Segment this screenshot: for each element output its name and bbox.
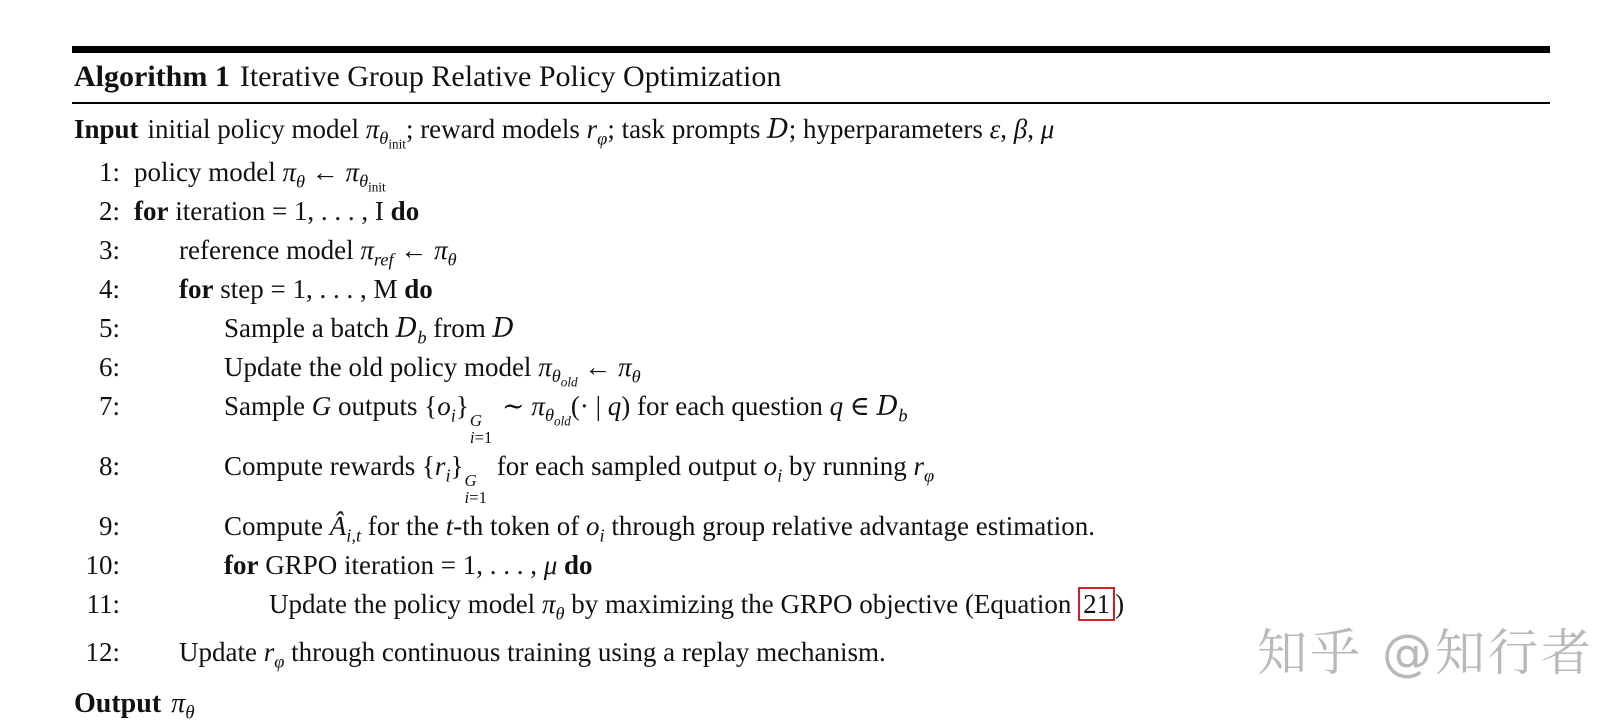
line-content: Compute $Â_{i,t}$ for the t-th token of $o_i$ through group relative advantage estimation. bbox=[224, 511, 1095, 546]
line-number: 1: bbox=[98, 157, 120, 187]
algorithm-label: Algorithm 1 bbox=[74, 60, 230, 93]
algorithm-input-line bbox=[72, 104, 1550, 153]
line-number: 10: bbox=[85, 550, 120, 580]
line-number: 7: bbox=[98, 391, 120, 421]
algorithm-line bbox=[72, 546, 1550, 585]
line-content: for iteration = 1, . . . , I do bbox=[134, 196, 420, 226]
line-content: Sample a batch $D_b$ from D bbox=[224, 313, 515, 348]
algorithm-line bbox=[72, 270, 1550, 309]
line-number: 9: bbox=[98, 511, 120, 541]
equation-ref-21[interactable]: 21 bbox=[1078, 587, 1115, 621]
line-number: 2: bbox=[98, 196, 120, 226]
line-content: policy model $\pi_\theta$ ← $\pi_{\theta_{init}}$ bbox=[134, 157, 386, 196]
line-number: 5: bbox=[98, 313, 120, 343]
line-number: 4: bbox=[98, 274, 120, 304]
line-number: 6: bbox=[98, 352, 120, 382]
line-content: Update $r_\varphi$ through continuous training using a replay mechanism. bbox=[179, 637, 886, 672]
line-content: Compute rewards $\{r_i\}$ G i=1 for each sampled output $o_i$ by running $r_\varphi$ bbox=[224, 451, 935, 508]
input-label: Input bbox=[74, 114, 139, 144]
algorithm-line bbox=[72, 153, 1550, 196]
line-content: reference model $\pi_{ref}$ ← $\pi_\theta$ bbox=[179, 235, 457, 270]
input-content: initial policy model $\pi_{\theta_{init}}$; reward models $r_\varphi$; task prompts D; hyperparameters ε, β, μ bbox=[147, 114, 1055, 153]
line-number: 3: bbox=[98, 235, 120, 265]
algorithm-title bbox=[72, 53, 1550, 102]
line-content: Update the old policy model $\pi_{\theta_{old}}$ ← $\pi_\theta$ bbox=[224, 352, 641, 391]
algorithm-line bbox=[72, 192, 1550, 231]
line-content: for step = 1, . . . , M do bbox=[179, 274, 433, 304]
algorithm-name: Iterative Group Relative Policy Optimization bbox=[239, 60, 782, 93]
line-number: 8: bbox=[98, 451, 120, 481]
algorithm-lines bbox=[72, 153, 1550, 672]
algorithm-line bbox=[72, 387, 1550, 447]
line-number: 12: bbox=[85, 637, 120, 667]
top-rule bbox=[72, 46, 1550, 53]
algorithm-line bbox=[72, 348, 1550, 391]
algorithm-line bbox=[72, 585, 1550, 624]
line-content: Sample G outputs $\{o_i\}$ G i=1 ∼ $\pi_{\theta_{old}}(\cdot$ | q) for each question q ∈ $D_b$ bbox=[224, 391, 908, 448]
algorithm-line bbox=[72, 231, 1550, 270]
algorithm-line bbox=[72, 447, 1550, 507]
line-number: 11: bbox=[86, 589, 120, 619]
output-content: $\pi_\theta$ bbox=[171, 688, 195, 724]
output-label: Output bbox=[74, 688, 162, 719]
line-content: Update the policy model $\pi_\theta$ by maximizing the GRPO objective (Equation 21 ) bbox=[269, 589, 1125, 624]
line-content: for GRPO iteration = 1, . . . , μ do bbox=[224, 550, 593, 580]
watermark: 知乎 @知行者 bbox=[1257, 624, 1594, 682]
algorithm-line bbox=[72, 309, 1550, 348]
algorithm-line bbox=[72, 507, 1550, 546]
